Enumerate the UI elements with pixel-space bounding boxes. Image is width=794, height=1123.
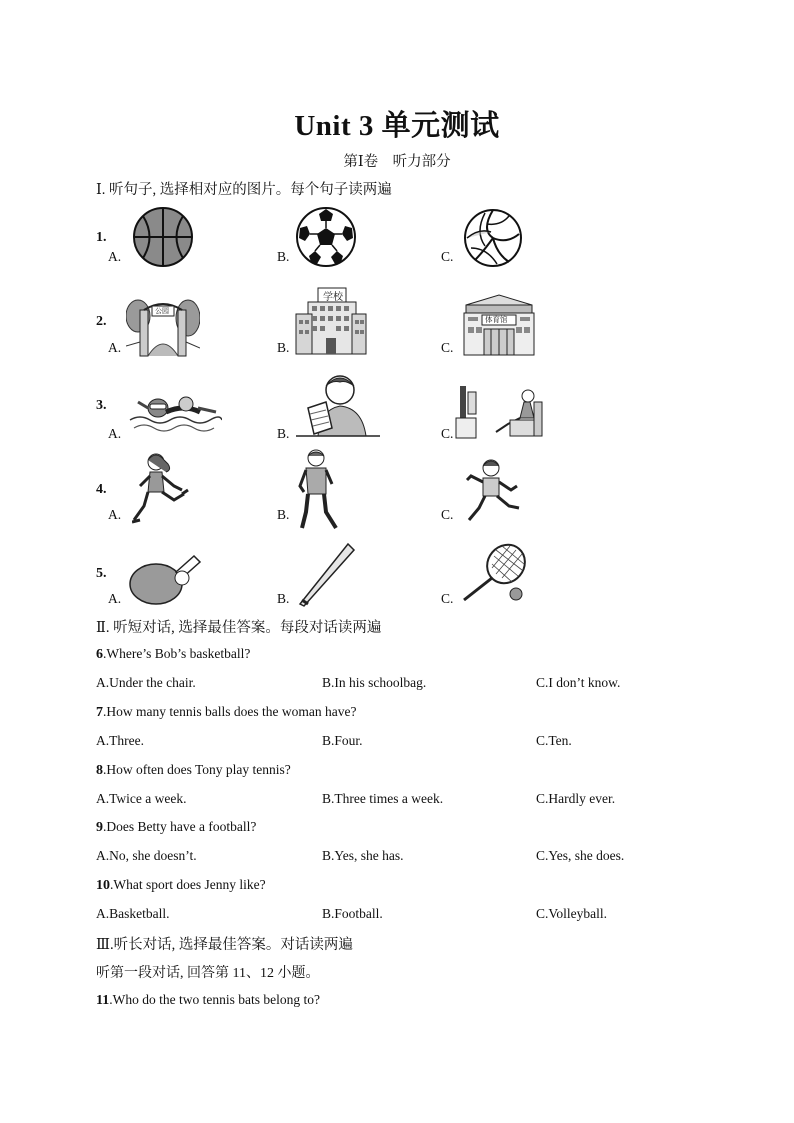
q9-answer-a: A.No, she doesn’t. bbox=[96, 848, 197, 863]
q4-option-c: C. bbox=[441, 507, 454, 522]
q5-option-c: C. bbox=[441, 591, 454, 606]
q7-question bbox=[96, 704, 356, 721]
q7-number: 7 bbox=[96, 705, 103, 720]
part3-heading: Ⅲ.听长对话, 选择最佳答案。对话读两遍 bbox=[96, 937, 353, 953]
man-walking-icon bbox=[296, 448, 340, 532]
q8-number: 8 bbox=[96, 763, 103, 778]
q8-text: .How often does Tony play tennis? bbox=[103, 762, 291, 777]
q2-option-a: A. bbox=[108, 340, 122, 355]
q4-option-a: A. bbox=[108, 507, 122, 522]
q5-option-b: B. bbox=[277, 591, 290, 606]
q8-answer-b: B.Three times a week. bbox=[322, 791, 444, 806]
part2-heading: Ⅱ. 听短对话, 选择最佳答案。每段对话读两遍 bbox=[96, 620, 382, 636]
q6-answer-a: A.Under the chair. bbox=[96, 675, 196, 690]
q8-answer-c: C.Hardly ever. bbox=[536, 791, 616, 806]
tennis-racket-icon bbox=[456, 542, 532, 604]
boy-reading-icon bbox=[296, 372, 380, 438]
q1-option-a: A. bbox=[108, 249, 122, 264]
q3-number: 3. bbox=[96, 398, 107, 413]
q9-answer-b: B.Yes, she has. bbox=[322, 848, 404, 863]
q2-option-b: B. bbox=[277, 340, 290, 355]
q7-answer-c: C.Ten. bbox=[536, 733, 572, 748]
q9-text: .Does Betty have a football? bbox=[103, 819, 257, 834]
q7-text: .How many tennis balls does the woman have? bbox=[103, 704, 357, 719]
q1-option-b: B. bbox=[277, 249, 290, 264]
school-sign-label: 学校 bbox=[323, 292, 343, 303]
q3-option-c: C. bbox=[441, 426, 454, 441]
q4-number: 4. bbox=[96, 482, 107, 497]
q9-number: 9 bbox=[96, 820, 103, 835]
q3-option-b: B. bbox=[277, 426, 290, 441]
boy-running-icon bbox=[465, 458, 523, 526]
soccer-ball-icon bbox=[295, 206, 357, 268]
q2-option-c: C. bbox=[441, 340, 454, 355]
basketball-icon bbox=[132, 206, 194, 268]
q6-answer-c: C.I don’t know. bbox=[536, 675, 621, 690]
ping-pong-paddle-icon bbox=[128, 550, 202, 606]
q2-number: 2. bbox=[96, 314, 107, 329]
q10-answer-a: A.Basketball. bbox=[96, 906, 170, 921]
part1-heading: Ⅰ. 听句子, 选择相对应的图片。每个句子读两遍 bbox=[96, 182, 392, 198]
q11-question bbox=[96, 992, 320, 1009]
q6-text: .Where’s Bob’s basketball? bbox=[103, 646, 251, 661]
q11-number: 11 bbox=[96, 993, 110, 1008]
q10-number: 10 bbox=[96, 878, 110, 893]
gym-sign-label: 体育馆 bbox=[485, 315, 508, 324]
part3-intro: 听第一段对话, 回答第 11、12 小题。 bbox=[96, 966, 320, 981]
q4-option-b: B. bbox=[277, 507, 290, 522]
q6-answer-b: B.In his schoolbag. bbox=[322, 675, 427, 690]
q10-answer-b: B.Football. bbox=[322, 906, 383, 921]
q6-number: 6 bbox=[96, 647, 103, 662]
q5-number: 5. bbox=[96, 566, 107, 581]
girl-running-icon bbox=[132, 450, 192, 528]
q1-option-c: C. bbox=[441, 249, 454, 264]
q11-text: .Who do the two tennis bats belong to? bbox=[109, 992, 320, 1007]
q9-answer-c: C.Yes, she does. bbox=[536, 848, 625, 863]
school-building-icon bbox=[294, 286, 368, 356]
page-title: Unit 3 单元测试 bbox=[294, 110, 500, 142]
gym-building-icon bbox=[460, 293, 538, 357]
park-sign-label: 公园 bbox=[155, 307, 169, 315]
park-gate-icon bbox=[126, 296, 200, 358]
q3-option-a: A. bbox=[108, 426, 122, 441]
q1-number: 1. bbox=[96, 230, 107, 245]
person-watching-tv-icon bbox=[454, 384, 546, 440]
q10-text: .What sport does Jenny like? bbox=[110, 877, 266, 892]
q8-question bbox=[96, 762, 291, 779]
q6-question bbox=[96, 646, 250, 663]
volleyball-icon bbox=[463, 208, 523, 268]
q10-answer-c: C.Volleyball. bbox=[536, 906, 608, 921]
q9-question bbox=[96, 819, 256, 836]
q8-answer-a: A.Twice a week. bbox=[96, 791, 187, 806]
swimmer-icon bbox=[128, 390, 222, 436]
q10-question bbox=[96, 877, 266, 894]
q7-answer-a: A.Three. bbox=[96, 733, 144, 748]
q7-answer-b: B.Four. bbox=[322, 733, 363, 748]
baseball-bat-icon bbox=[296, 542, 358, 608]
section-heading: 第Ⅰ卷 听力部分 bbox=[343, 154, 451, 170]
q5-option-a: A. bbox=[108, 591, 122, 606]
